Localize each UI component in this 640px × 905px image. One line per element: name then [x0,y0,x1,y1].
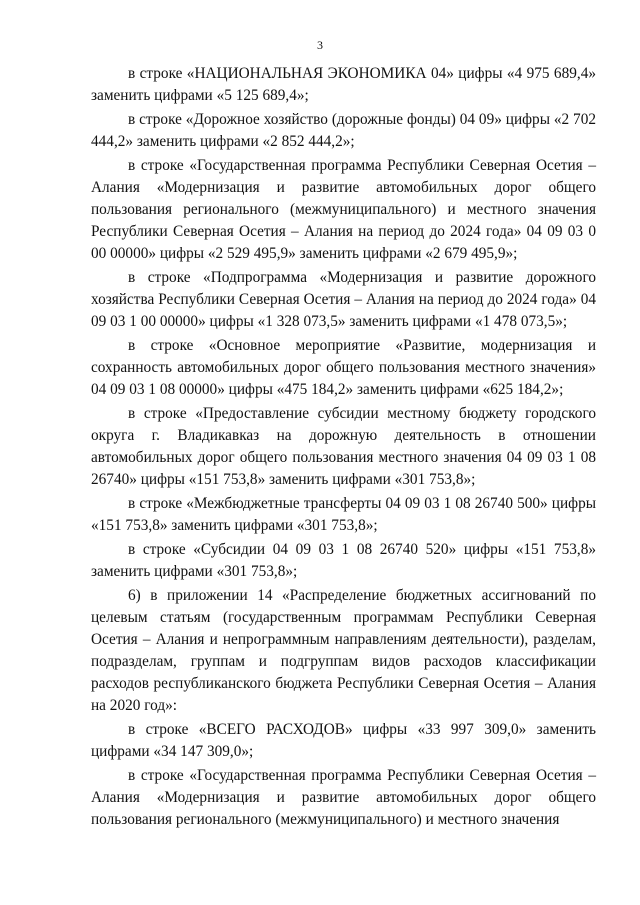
page-number: 3 [317,38,323,52]
paragraph-main-activity: в строке «Основное мероприятие «Развитие, модернизация и сохранность автомобильных дорог общего пользования местного значения» 04 09 03 1 08 00000» цифры «475 184,2» заменить цифрами «625 184,2»; [91,337,596,398]
paragraph-national-economy: в строке «НАЦИОНАЛЬНАЯ ЭКОНОМИКА 04» цифры «4 975 689,4» заменить цифрами «5 125 689,4»; [91,65,596,104]
paragraph-state-program: в строке «Государственная программа Республики Северная Осетия – Алания «Модернизация и развитие автомобильных дорог общего пользования регионального (межмуниципального) и местного значения Республики Северная Осетия – Алания на период до 2024 года» 04 09 03 0 00 00000» цифры «2 529 495,9» заменить цифрами «2 679 495,9»; [91,157,596,262]
paragraph-total-expenses: в строке «ВСЕГО РАСХОДОВ» цифры «33 997 309,0» заменить цифрами «34 147 309,0»; [91,721,596,760]
paragraph-interbudget-transfers: в строке «Межбюджетные трансферты 04 09 03 1 08 26740 500» цифры «151 753,8» заменить цифрами «301 753,8»; [91,495,596,534]
paragraph-state-program-continued: в строке «Государственная программа Республики Северная Осетия – Алания «Модернизация и развитие автомобильных дорог общего пользования регионального (межмуниципального) и местного значения [91,767,596,828]
paragraph-road-economy: в строке «Дорожное хозяйство (дорожные фонды) 04 09» цифры «2 702 444,2» заменить цифрами «2 852 444,2»; [91,111,596,150]
paragraph-subprogram: в строке «Подпрограмма «Модернизация и развитие дорожного хозяйства Республики Северная Осетия – Алания на период до 2024 года» 04 09 03 1 00 00000» цифры «1 328 073,5» заменить цифрами «1 478 073,5»; [91,269,596,330]
document-body [91,63,596,831]
paragraph-subsidy-provision: в строке «Предоставление субсидии местному бюджету городского округа г. Владикавказ на дорожную деятельность в отношении автомобильных дорог общего пользования местного значения 04 09 03 1 08 26740» цифры «151 753,8» заменить цифрами «301 753,8»; [91,405,596,488]
paragraph-appendix-14: 6) в приложении 14 «Распределение бюджетных ассигнований по целевым статьям (государственным программам Республики Северная Осетия – Алания и непрограммным направлениям деятельности), разделам, подразделам, группам и подгруппам видов расходов классификации расходов республиканского бюджета Республики Северная Осетия – Алания на 2020 год»: [91,587,596,714]
paragraph-subsidies: в строке «Субсидии 04 09 03 1 08 26740 520» цифры «151 753,8» заменить цифрами «301 753,8»; [91,541,596,580]
